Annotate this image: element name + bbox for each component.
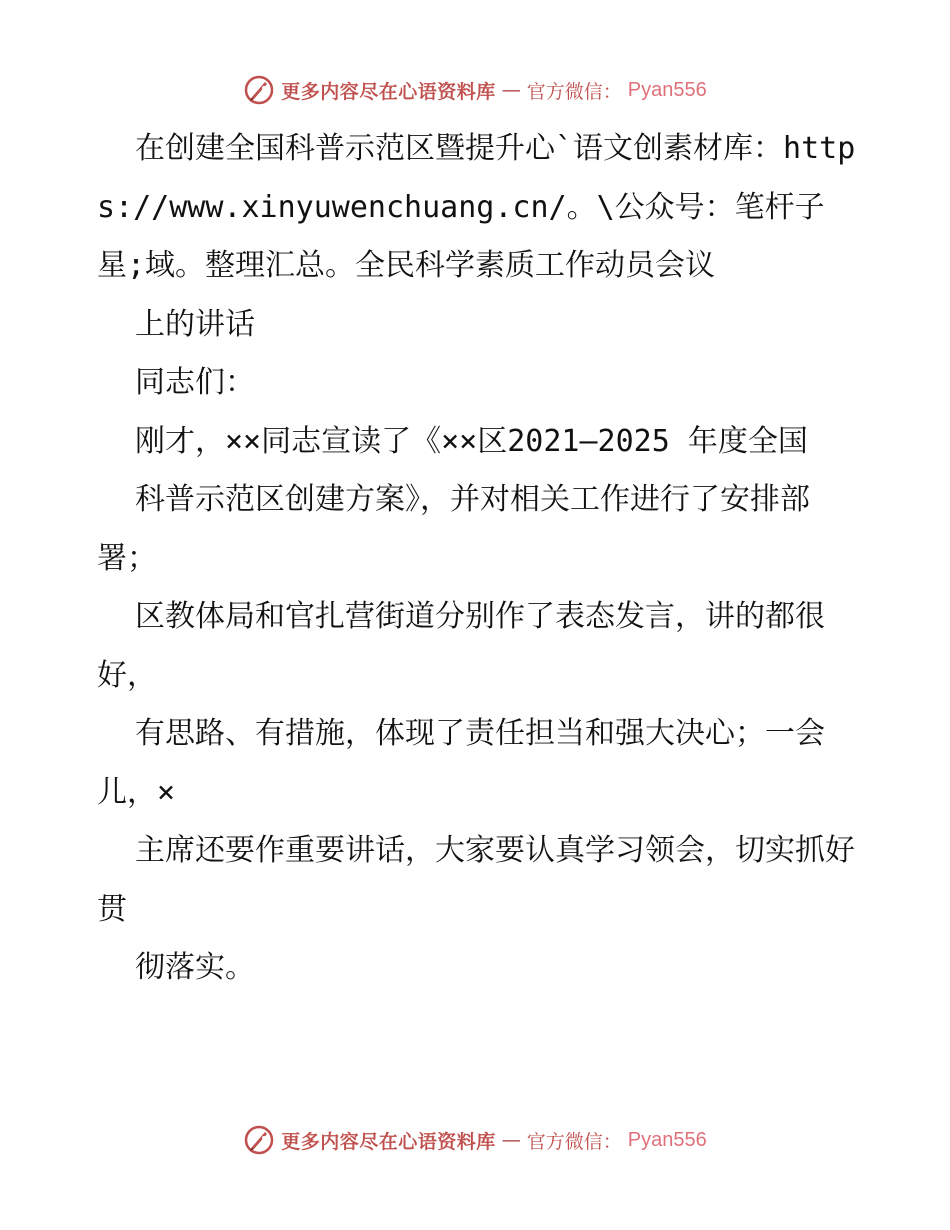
paragraph-body: 有思路、有措施，体现了责任担当和强大决心；一会儿，× (97, 716, 825, 810)
paragraph-title: 在创建全国科普示范区暨提升心`语文创素材库：https://www.xinyuwenchuang.cn/。\公众号：笔杆子星;域。整理汇总。全民科学素质工作动员会议 (97, 131, 856, 283)
banner-site-text: 更多内容尽在心语资料库 (281, 80, 496, 103)
banner-separator: — (501, 1129, 521, 1151)
paragraph-salutation: 同志们： (135, 365, 255, 400)
paragraph-body: 科普示范区创建方案》，并对相关工作进行了安排部署； (97, 482, 810, 576)
quill-pen-logo-icon (243, 74, 275, 106)
banner-site-text: 更多内容尽在心语资料库 (281, 1130, 496, 1153)
paragraph-body: 刚才，××同志宣读了《××区2021—2025 年度全国 (135, 423, 808, 459)
paragraph-body: 彻落实。 (135, 950, 255, 985)
quill-pen-logo-icon (243, 1124, 275, 1156)
banner-wechat-label: 官方微信： (526, 1130, 622, 1153)
banner-wechat-label: 官方微信： (526, 80, 622, 103)
document-body (97, 120, 857, 998)
footer-watermark-banner (0, 1120, 950, 1160)
paragraph-body: 主席还要作重要讲话，大家要认真学习领会，切实抓好贯 (97, 833, 855, 927)
banner-wechat-id: Pyan556 (627, 78, 707, 101)
paragraph-body: 区教体局和官扎营街道分别作了表态发言，讲的都很好， (97, 599, 825, 693)
banner-wechat-id: Pyan556 (627, 1128, 707, 1151)
banner-separator: — (501, 79, 521, 101)
paragraph-title-cont: 上的讲话 (135, 306, 255, 342)
header-watermark-banner (0, 70, 950, 110)
